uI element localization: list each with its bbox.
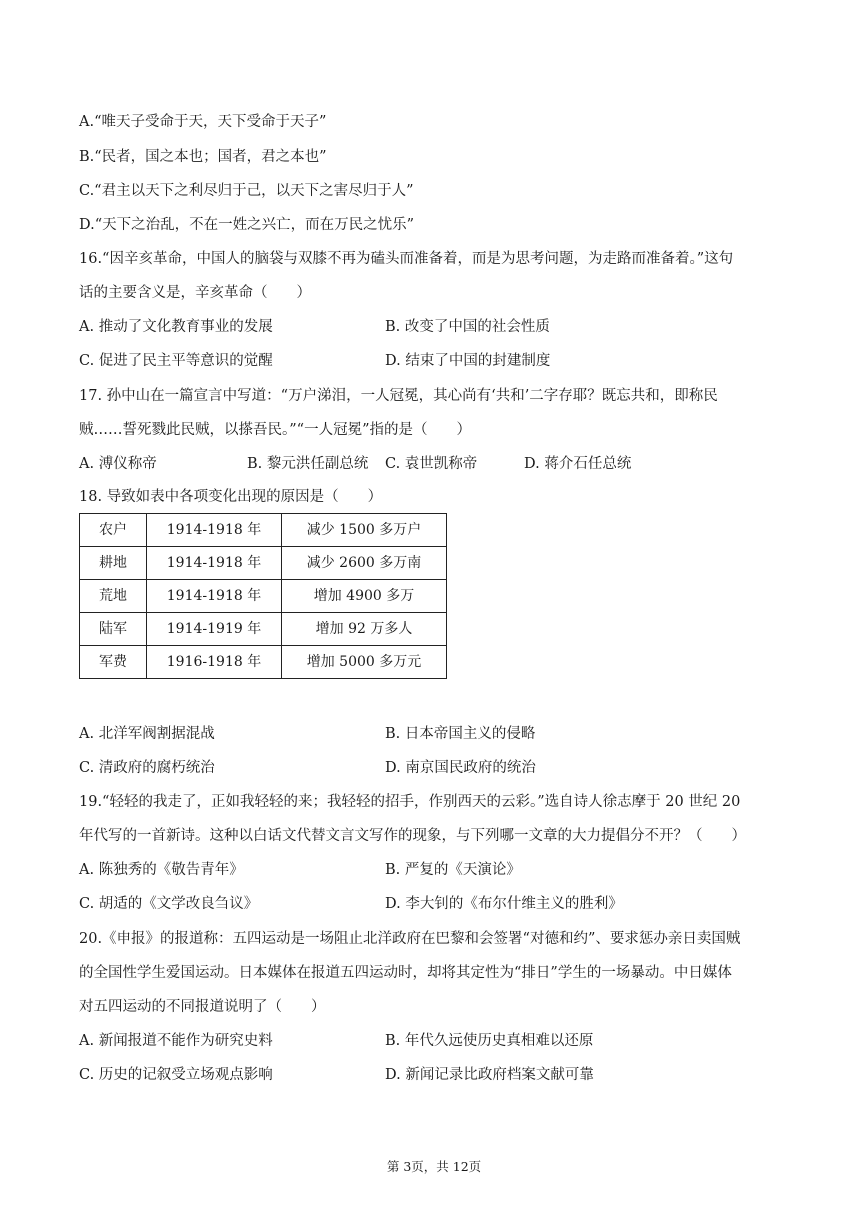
q18-option-d: D. 南京国民政府的统治: [385, 760, 536, 776]
table-cell: 农户: [80, 514, 147, 547]
q19-stem-line2: 年代写的一首新诗。这种以白话文代替文言文写作的现象，与下列哪一文章的大力提倡分不开？（ ）: [79, 828, 746, 844]
q15-option-c: C.“君主以天下之利尽归于己，以天下之害尽归于人”: [79, 183, 414, 199]
table-cell: 荒地: [80, 580, 147, 613]
table-cell: 1914-1919 年: [147, 613, 282, 646]
table-cell: 军费: [80, 646, 147, 679]
q19-stem-line1: 19.“轻轻的我走了，正如我轻轻的来；我轻轻的招手，作别西天的云彩。”选自诗人徐志摩于 20 世纪 20: [79, 794, 741, 810]
q17-option-d: D. 蒋介石任总统: [524, 456, 632, 472]
q16-stem-line1: 16.“因辛亥革命，中国人的脑袋与双膝不再为磕头而准备着，而是为思考问题，为走路而准备着。”这句: [79, 251, 734, 267]
table-row: [80, 646, 447, 679]
q18-option-a: A. 北洋军阀割据混战: [79, 726, 215, 742]
table-cell: 1914-1918 年: [147, 514, 282, 547]
q17-stem-line1: 17. 孙中山在一篇宣言中写道：“万户涕泪，一人冠冕，其心尚有‘共和’二字存耶？既忘共和，即称民: [79, 388, 718, 404]
table-cell: 1914-1918 年: [147, 580, 282, 613]
table-cell: 增加 5000 多万元: [282, 646, 447, 679]
q19-option-b: B. 严复的《天演论》: [385, 862, 521, 878]
q19-option-d: D. 李大钊的《布尔什维主义的胜利》: [385, 896, 623, 912]
q17-option-b: B. 黎元洪任副总统: [247, 456, 369, 472]
q15-option-b: B.“民者，国之本也；国者，君之本也”: [79, 149, 327, 165]
q18-option-b: B. 日本帝国主义的侵略: [385, 726, 536, 742]
q18-option-c: C. 清政府的腐朽统治: [79, 760, 215, 776]
table-cell: 1914-1918 年: [147, 547, 282, 580]
q17-option-c: C. 袁世凯称帝: [385, 456, 478, 472]
q16-option-c: C. 促进了民主平等意识的觉醒: [79, 353, 273, 369]
table-row: [80, 580, 447, 613]
table-row: [80, 547, 447, 580]
page-footer: 第 3页，共 12页: [386, 1159, 482, 1174]
table-cell: 增加 92 万多人: [282, 613, 447, 646]
q16-option-a: A. 推动了文化教育事业的发展: [79, 319, 273, 335]
q20-option-a: A. 新闻报道不能作为研究史料: [79, 1033, 273, 1049]
q19-option-a: A. 陈独秀的《敬告青年》: [79, 862, 244, 878]
q20-option-b: B. 年代久远使历史真相难以还原: [385, 1033, 594, 1049]
table-cell: 减少 1500 多万户: [282, 514, 447, 547]
q17-option-a: A. 溥仪称帝: [79, 456, 157, 472]
table-row: [80, 514, 447, 547]
q20-stem-line3: 对五四运动的不同报道说明了（ ）: [79, 999, 326, 1015]
q15-option-a: A.“唯天子受命于天，天下受命于天子”: [79, 114, 327, 130]
table-cell: 1916-1918 年: [147, 646, 282, 679]
table-row: [80, 613, 447, 646]
q17-stem-line2: 贼……誓死戮此民贼，以搽吾民。”“一人冠冕”指的是（ ）: [79, 422, 471, 438]
q18-stem: 18. 导致如表中各项变化出现的原因是（ ）: [79, 489, 383, 505]
table-cell: 耕地: [80, 547, 147, 580]
table-cell: 减少 2600 多万南: [282, 547, 447, 580]
table-cell: 陆军: [80, 613, 147, 646]
q16-option-b: B. 改变了中国的社会性质: [385, 319, 550, 335]
q15-option-d: D.“天下之治乱，不在一姓之兴亡，而在万民之忧乐”: [79, 217, 415, 233]
q20-stem-line2: 的全国性学生爱国运动。日本媒体在报道五四运动时，却将其定性为“排日”学生的一场暴动。中日媒体: [79, 965, 732, 981]
table-cell: 增加 4900 多万: [282, 580, 447, 613]
q20-option-d: D. 新闻记录比政府档案文献可靠: [385, 1067, 594, 1083]
q18-data-table: [79, 513, 447, 679]
q20-stem-line1: 20.《申报》的报道称：五四运动是一场阻止北洋政府在巴黎和会签署“对德和约”、要求惩办亲日卖国贼: [79, 931, 741, 947]
q19-option-c: C. 胡适的《文学改良刍议》: [79, 896, 259, 912]
q16-stem-line2: 话的主要含义是，辛亥革命（ ）: [79, 285, 311, 301]
q20-option-c: C. 历史的记叙受立场观点影响: [79, 1067, 273, 1083]
q16-option-d: D. 结束了中国的封建制度: [385, 353, 551, 369]
